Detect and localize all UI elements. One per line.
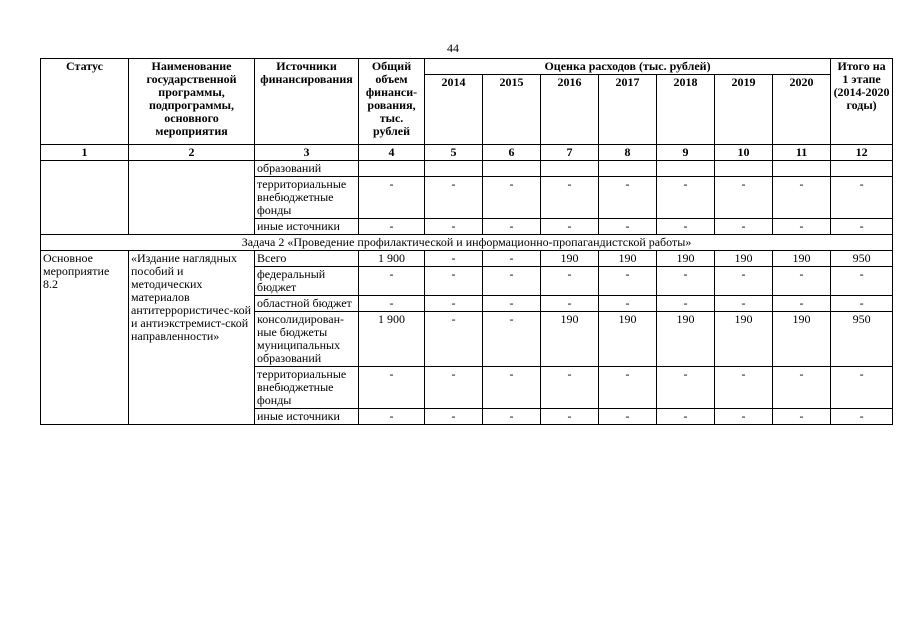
column-number-row (41, 145, 893, 161)
value-cell (483, 161, 541, 177)
value-cell: - (773, 177, 831, 219)
table-body (41, 145, 893, 425)
value-cell: - (359, 267, 425, 296)
value-cell (773, 161, 831, 177)
value-cell (359, 161, 425, 177)
value-cell: - (657, 219, 715, 235)
task-row (41, 235, 893, 251)
column-number: 3 (255, 145, 359, 161)
column-number: 12 (831, 145, 893, 161)
measure-status: Основное мероприятие 8.2 (41, 251, 129, 425)
value-cell: - (715, 219, 773, 235)
source-cell: территориальные внебюджетные фонды (255, 177, 359, 219)
value-cell: - (359, 409, 425, 425)
table-row (41, 251, 893, 267)
value-cell (715, 161, 773, 177)
value-cell: 190 (715, 251, 773, 267)
column-number: 10 (715, 145, 773, 161)
column-number: 1 (41, 145, 129, 161)
value-cell: - (483, 251, 541, 267)
header-year: 2016 (541, 75, 599, 145)
header-expenses: Оценка расходов (тыс. рублей) (425, 59, 831, 75)
column-number: 11 (773, 145, 831, 161)
carry-name-cell (129, 161, 255, 235)
budget-table (40, 58, 893, 425)
value-cell: - (657, 296, 715, 312)
value-cell (541, 161, 599, 177)
value-cell: - (425, 177, 483, 219)
value-cell: - (831, 219, 893, 235)
value-cell: - (715, 296, 773, 312)
column-number: 8 (599, 145, 657, 161)
value-cell: - (483, 409, 541, 425)
source-cell: иные источники (255, 219, 359, 235)
column-number: 5 (425, 145, 483, 161)
value-cell (425, 161, 483, 177)
header-year: 2017 (599, 75, 657, 145)
header-status: Статус (41, 59, 129, 145)
value-cell: - (541, 219, 599, 235)
value-cell: - (773, 367, 831, 409)
header-stage-total: Итого на 1 этапе (2014-2020 годы) (831, 59, 893, 145)
header-sources: Источники финансирования (255, 59, 359, 145)
value-cell: - (359, 296, 425, 312)
value-cell: - (599, 219, 657, 235)
value-cell: - (657, 409, 715, 425)
value-cell: 190 (599, 251, 657, 267)
value-cell: 190 (773, 251, 831, 267)
task-title: Задача 2 «Проведение профилактической и информационно-пропагандистской работы» (41, 235, 893, 251)
value-cell: - (541, 177, 599, 219)
header-total-volume: Общий объем финанси-рования, тыс. рублей (359, 59, 425, 145)
value-cell: - (483, 296, 541, 312)
source-cell: консолидирован-ные бюджеты муниципальных образований (255, 312, 359, 367)
value-cell: - (425, 296, 483, 312)
source-cell: иные источники (255, 409, 359, 425)
source-cell: областной бюджет (255, 296, 359, 312)
value-cell: 190 (773, 312, 831, 367)
value-cell: - (773, 296, 831, 312)
value-cell: 190 (657, 251, 715, 267)
value-cell: - (657, 267, 715, 296)
value-cell: - (425, 367, 483, 409)
value-cell: 950 (831, 251, 893, 267)
header-year: 2018 (657, 75, 715, 145)
value-cell: - (425, 251, 483, 267)
value-cell: 190 (541, 251, 599, 267)
value-cell: - (715, 267, 773, 296)
value-cell: - (359, 219, 425, 235)
value-cell: - (483, 312, 541, 367)
value-cell: - (359, 367, 425, 409)
value-cell (831, 161, 893, 177)
source-cell: федеральный бюджет (255, 267, 359, 296)
value-cell: 950 (831, 312, 893, 367)
value-cell: - (715, 367, 773, 409)
source-cell: территориальные внебюджетные фонды (255, 367, 359, 409)
value-cell: - (599, 177, 657, 219)
value-cell: - (831, 367, 893, 409)
value-cell: - (831, 177, 893, 219)
value-cell: - (715, 177, 773, 219)
column-number: 4 (359, 145, 425, 161)
column-number: 2 (129, 145, 255, 161)
column-number: 9 (657, 145, 715, 161)
value-cell: 190 (541, 312, 599, 367)
value-cell: - (541, 267, 599, 296)
value-cell: - (773, 409, 831, 425)
value-cell: - (425, 219, 483, 235)
carry-status-cell (41, 161, 129, 235)
value-cell: 1 900 (359, 312, 425, 367)
column-number: 7 (541, 145, 599, 161)
value-cell: - (773, 267, 831, 296)
header-year: 2015 (483, 75, 541, 145)
value-cell: - (773, 219, 831, 235)
value-cell: - (657, 367, 715, 409)
value-cell: 190 (715, 312, 773, 367)
header-year: 2020 (773, 75, 831, 145)
value-cell: 190 (657, 312, 715, 367)
value-cell: - (599, 267, 657, 296)
table-header (41, 59, 893, 145)
value-cell: - (425, 267, 483, 296)
value-cell: - (425, 409, 483, 425)
value-cell: - (599, 367, 657, 409)
value-cell: - (831, 267, 893, 296)
measure-name: «Издание наглядных пособий и методических материалов антитеррористичес-кой и антиэкстремист-ской направленности» (129, 251, 255, 425)
value-cell: - (483, 267, 541, 296)
value-cell: 1 900 (359, 251, 425, 267)
value-cell: - (657, 177, 715, 219)
header-name: Наименование государственной программы, подпрограммы, основного мероприятия (129, 59, 255, 145)
value-cell: - (831, 296, 893, 312)
value-cell: 190 (599, 312, 657, 367)
value-cell: - (831, 409, 893, 425)
value-cell: - (425, 312, 483, 367)
value-cell: - (541, 367, 599, 409)
column-number: 6 (483, 145, 541, 161)
page-number: 44 (447, 41, 459, 55)
value-cell: - (359, 177, 425, 219)
value-cell: - (483, 177, 541, 219)
value-cell (657, 161, 715, 177)
value-cell (599, 161, 657, 177)
source-cell: Всего (255, 251, 359, 267)
value-cell: - (483, 367, 541, 409)
value-cell: - (715, 409, 773, 425)
header-year: 2014 (425, 75, 483, 145)
header-year: 2019 (715, 75, 773, 145)
source-cell: образований (255, 161, 359, 177)
value-cell: - (541, 296, 599, 312)
table-row (41, 161, 893, 177)
value-cell: - (483, 219, 541, 235)
value-cell: - (541, 409, 599, 425)
value-cell: - (599, 296, 657, 312)
value-cell: - (599, 409, 657, 425)
